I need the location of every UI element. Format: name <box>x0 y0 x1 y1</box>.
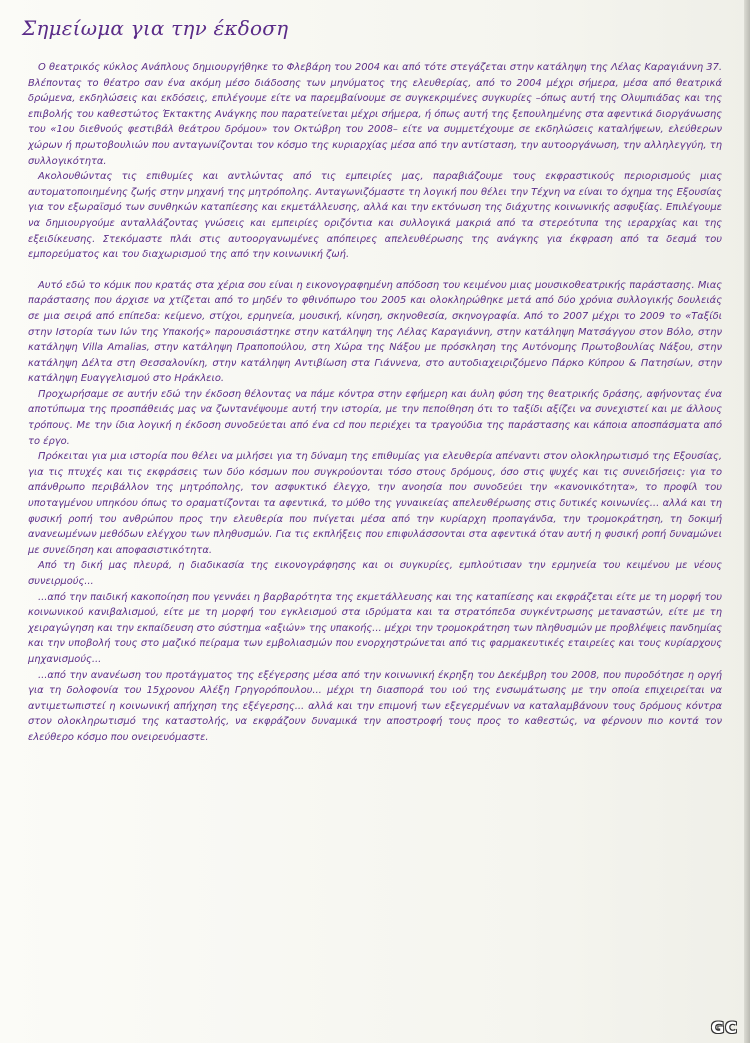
page-title: Σημείωμα για την έκδοση <box>22 16 289 40</box>
gc-watermark: GC <box>711 1018 738 1037</box>
paragraph-approach: Ακολουθώντας τις επιθυμίες και αντλώντας από τις εμπειρίες μας, παραβιάζουμε τους εκφραστικούς περιορισμούς μιας αυτοματοποιημένης ζωής στην μηχανή της μητρόπολης. Ανταγωνιζόμαστε τη λογική που θέλει την Τέχνη να είναι το όχημα της Εξουσίας για τον εξωραϊσμό των συνθηκών καταπίεσης και εκμετάλλευσης, αλλά και την εκτόνωση της διάχυτης κοινωνικής ασφυξίας. Επιλέγουμε να δημιουργούμε ανταλλάζοντας γνώσεις και εμπειρίες οριζόντια και συλλογικά μακριά από τα στερεότυπα της ιεραρχίας και της εξειδίκευσης. Στεκόμαστε πλάι στις αυτοοργανωμένες απόπειρες απελευθέρωσης της ανάγκης για έκφραση από τα δεσμά του εμπορεύματος και του διαχωρισμού της από την κοινωνική ζωή. <box>28 171 722 261</box>
paragraph-edition: Προχωρήσαμε σε αυτήν εδώ την έκδοση θέλοντας να πάμε κόντρα στην εφήμερη και άυλη φύση της θεατρικής δράσης, αφήνοντας ένα αποτύπωμα της προσπάθειάς μας να ζωντανέψουμε αυτή την ιστορία, με την πεποίθηση ότι το ταξίδι αξίζει να συνεχιστεί και με άλλους τρόπους. Με την ίδια λογική η έκδοση συνοδεύεται από ένα cd που περιέχει τα τραγούδια της παράστασης και κάποια αποσπάσματα από το έργο. <box>28 388 722 447</box>
paragraph-comic: Αυτό εδώ το κόμικ που κρατάς στα χέρια σου είναι η εικονογραφημένη απόδοση του κειμένου μιας μουσικοθεατρικής παράστασης. Μιας παράστασης που άρχισε να χτίζεται από το μηδέν το φθινόπωρο του 2005 και ολοκληρώθηκε μετά από δύο χρόνια συλλογικής δουλειάς σε μια σειρά από επίπεδα: κείμενο, στίχοι, ερμηνεία, μουσική, κίνηση, σκηνοθεσία, σκηνογραφία. Από το 2007 μέχρι το 2009 το «Ταξίδι στην Ιστορία των Ιών της Υπακοής» παρουσιάστηκε στην κατάληψη της Λέλας Καραγιάννη, στην κατάληψη Ματσάγγου στον Βόλο, στην κατάληψη Villa Amalias, στην κατάληψη Πραποπούλου, στη Χώρα της Νάξου με πρόσκληση της Αυτόνομης Πρωτοβουλίας Νάξου, στην κατάληψη Δέλτα στη Θεσσαλονίκη, στην κατάληψη Αντιβίωση στα Γιάννενα, στο αυτοδιαχειριζόμενο Πάρκο Κύπρου & Πατησίων, στην κατάληψη Ευαγγελισμού στο Ηράκλειο. <box>28 279 722 385</box>
paragraph-gap <box>28 263 722 278</box>
document-body <box>28 60 722 746</box>
paragraph-intro: Ο θεατρικός κύκλος Ανάπλους δημιουργήθηκε το Φλεβάρη του 2004 και από τότε στεγάζεται στην κατάληψη της Λέλας Καραγιάννη 37. Βλέποντας το θέατρο σαν ένα ακόμη μέσο διάδοσης των μηνύματος της ελευθερίας, από το 2004 μέχρι σήμερα, μέσα από θεατρικά δρώμενα, εκδηλώσεις και εκδόσεις, επιλέγουμε είτε να παρεμβαίνουμε σε συγκεκριμένες συγκυρίες –όπως αυτή της Ολυμπιάδας και της επιβολής του καθεστώτος Έκτακτης Ανάγκης που παρατείνεται μέχρι σήμερα, ή όπως αυτή της ξεπουλημένης στα αφεντικά διοργάνωσης του «1ου διεθνούς φεστιβάλ θεάτρου δρόμου» τον Οκτώβρη του 2008– είτε να συμμετέχουμε σε εκδηλώσεις καταλήψεων, ελεύθερων χώρων ή πρωτοβουλιών που ανταγωνίζονται τον κόσμο της κυριαρχίας μέσα από την αντίσταση, την αυτοοργάνωση, την αλληλεγγύη, τη συλλογικότητα. <box>28 62 722 167</box>
paragraph-uprising: ...από την ανανέωση του πρoτάγματος της εξέγερσης μέσα από την κοινωνική έκρηξη του Δεκέμβρη του 2008, που πυροδότησε η οργή για τη δολοφονία του 15χρονου Αλέξη Γρηγορόπουλου... μέχρι τη διασπορά του ιού της ενσωμάτωσης με την οποία επιχειρείται να αντιμετωπιστεί η κοινωνική απήχηση της εξέγερσης... αλλά και την επιμονή των εξεγερμένων να καταλαμβάνουν τους δρόμους κόντρα στον ολοκληρωτισμό της καταστολής, να εκφράζουν δυναμικά την αποστροφή τους προς το καθεστώς, να φέρνουν πιο κοντά τον ελεύθερο κόσμο που ονειρευόμαστε. <box>28 669 722 743</box>
paragraph-story: Πρόκειται για μια ιστορία που θέλει να μιλήσει για τη δύναμη της επιθυμίας για ελευθερία απέναντι στον ολοκληρωτισμό της Εξουσίας, για τις πτυχές και τις εκφράσεις των δύο κόσμων που συγκρούονται τόσο στους δρόμους, όσο στις ψυχές και τις συνειδήσεις: για το απάνθρωπο περιβάλλον της μητρόπολης, τον ασφυκτικό έλεγχο, την ανοησία που συνοδεύει την «κανονικότητα», το προφίλ του υποταγμένου υπηκόου όπως το οραματίζονται τα αφεντικά, το μύθο της γυναικείας απελευθέρωσης στις δυτικές κοινωνίες... αλλά και τη φυσική ροπή του ανθρώπου προς την ελευθερία που πνίγεται μέσα από την κυρίαρχη προπαγάνδα, την τρομοκράτηση, τη δοκιμή ανανεωμένων μεθόδων ελέγχου των πληθυσμών. Για τις εκπλήξεις που επιφυλάσσονται στα αφεντικά όταν αυτή η φυσική ροπή δυναμώνει με συνείδηση και αποφασιστικότητα. <box>28 451 722 556</box>
paragraph-illustration: Από τη δική μας πλευρά, η διαδικασία της εικονογράφησης και οι συγκυρίες, εμπλούτισαν την ερμηνεία του κειμένου με νέους συνειρμούς... <box>28 560 722 587</box>
paragraph-abuse: ...από την παιδική κακοποίηση που γεννάει η βαρβαρότητα της εκμετάλλευσης και της καταπίεσης και εκφράζεται είτε με τη μορφή του κοινωνικού κανιβαλισμού, είτε με τη μορφή του εγκλεισμού στα ιδρύματα και τα στρατόπεδα συγκέντρωσης μεταναστών, είτε με τη χειραγώγηση και την εκπαίδευση στο σύστημα «αξιών» της υπακοής... μέχρι την τρομοκράτηση των πληθυσμών με προβλέψεις πανδημίας και την υποβολή τους στο μαζικό πείραμα των εμβολιασμών που ενορχηστρώνεται από τις φαρμακευτικές εταιρείες και τους κυρίαρχους μηχανισμούς... <box>28 591 722 665</box>
page-edge-shadow <box>744 0 750 1043</box>
